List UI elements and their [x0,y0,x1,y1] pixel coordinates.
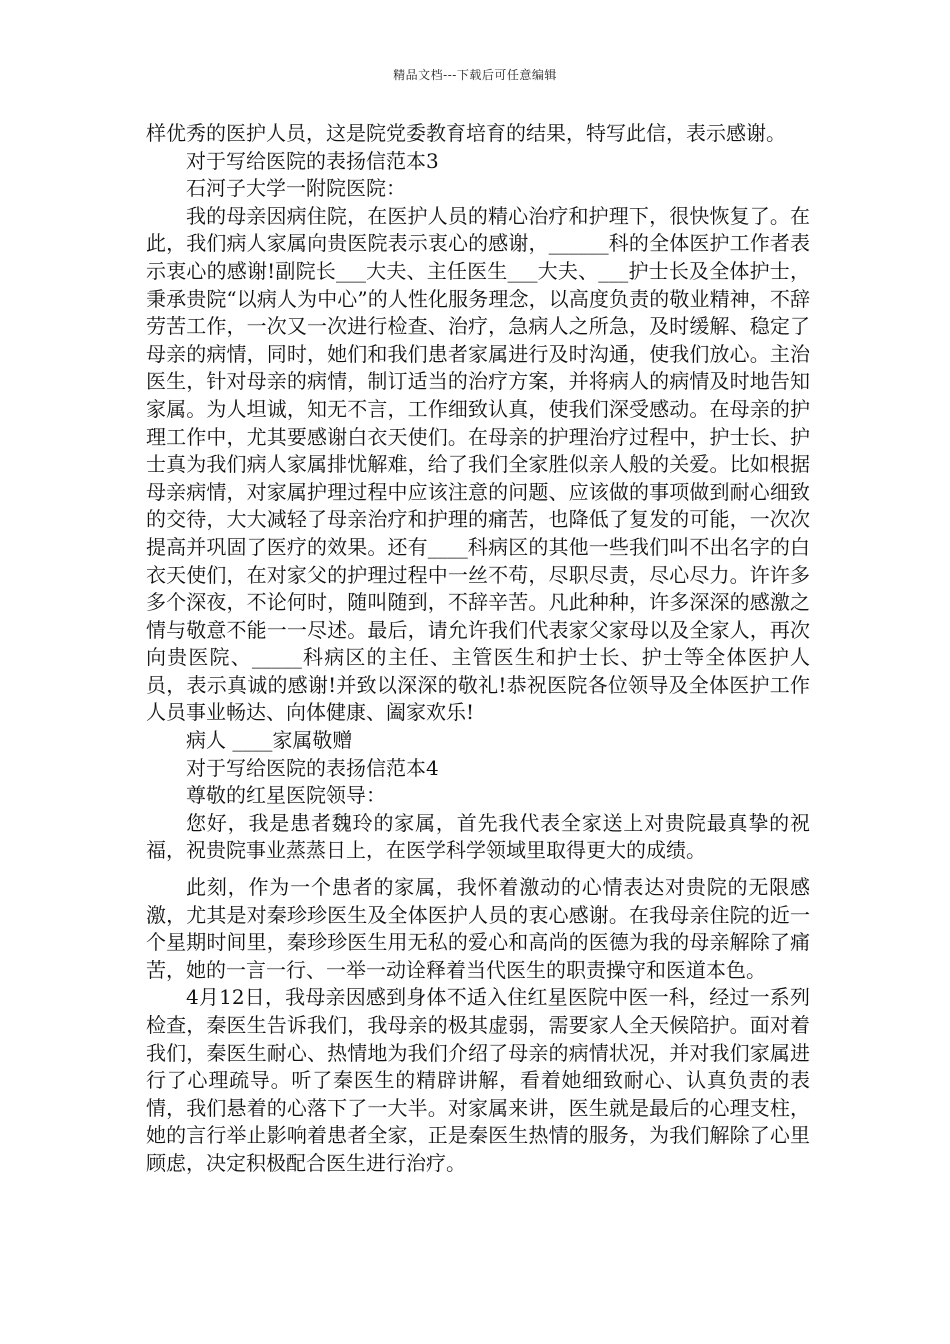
letter-3-body: 我的母亲因病住院，在医护人员的精心治疗和护理下，很快恢复了。在此，我们病人家属向贵医院表示衷心的感谢，______科的全体医护工作者表示衷心的感谢!副院长___大夫、主任医生___大夫、___护士长及全体护士，秉承贵院“以病人为中心”的人性化服务理念，以高度负责的敬业精神，不辞劳苦工作，一次又一次进行检查、治疗，急病人之所急，及时缓解、稳定了母亲的病情，同时，她们和我们患者家属进行及时沟通，使我们放心。主治医生，针对母亲的病情，制订适当的治疗方案，并将病人的病情及时地告知家属。为人坦诚，知无不言，工作细致认真，使我们深受感动。在母亲的护理工作中，尤其要感谢白衣天使们。在母亲的护理治疗过程中，护士长、护士真为我们病人家属排忧解难，给了我们全家胜似亲人般的关爱。比如根据母亲病情，对家属护理过程中应该注意的问题、应该做的事项做到耐心细致的交待，大大减轻了母亲治疗和护理的痛苦，也降低了复发的可能，一次次提高并巩固了医疗的效果。还有____科病区的其他一些我们叫不出名字的白衣天使们，在对家父的护理过程中一丝不苟，尽职尽责，尽心尽力。许许多多个深夜，不论何时，随叫随到，不辞辛苦。凡此种种，许多深深的感激之情与敬意不能一一尽述。最后，请允许我们代表家父家母以及全家人，再次向贵医院、_____科病区的主任、主管医生和护士长、护士等全体医护人员，表示真诚的感谢!并致以深深的敬礼!恭祝医院各位领导及全体医护工作人员事业畅达、向体健康、阖家欢乐! [146,203,810,725]
letter-4-paragraph-1: 您好，我是患者魏玲的家属，首先我代表全家送上对贵院最真挚的祝福，祝贵院事业蒸蒸日上，在医学科学领域里取得更大的成绩。 [146,810,810,863]
section-title-4: 对于写给医院的表扬信范本4 [186,755,439,780]
letter-3-signature: 病人 ____家属敬赠 [186,728,353,753]
paragraph-closing-continuation: 样优秀的医护人员，这是院党委教育培育的结果，特写此信，表示感谢。 [146,121,786,145]
salutation-4: 尊敬的红星医院领导： [186,783,386,808]
page-header: 精品文档---下载后可任意编辑 [393,68,557,82]
salutation-3: 石河子大学一附院医院： [186,176,406,201]
section-title-3: 对于写给医院的表扬信范本3 [186,148,439,173]
letter-4-paragraph-2: 此刻，作为一个患者的家属，我怀着激动的心情表达对贵院的无限感激，尤其是对秦珍珍医生及全体医护人员的衷心感谢。在我母亲住院的近一个星期时间里，秦珍珍医生用无私的爱心和高尚的医德为我的母亲解除了痛苦，她的一言一行、一举一动诠释着当代医生的职责操守和医道本色。 [146,875,810,982]
letter-4-paragraph-3: 4月12日，我母亲因感到身体不适入住红星医院中医一科，经过一系列检查，秦医生告诉我们，我母亲的极其虚弱，需要家人全天候陪护。面对着我们，秦医生耐心、热情地为我们介绍了母亲的病情状况，并对我们家属进行了心理疏导。听了秦医生的精辟讲解，看着她细致耐心、认真负责的表情，我们悬着的心落下了一大半。对家属来讲，医生就是最后的心理支柱，她的言行举止影响着患者全家，正是秦医生热情的服务，为我们解除了心里顾虑，决定积极配合医生进行治疗。 [146,985,810,1175]
document-body [146,120,810,1178]
